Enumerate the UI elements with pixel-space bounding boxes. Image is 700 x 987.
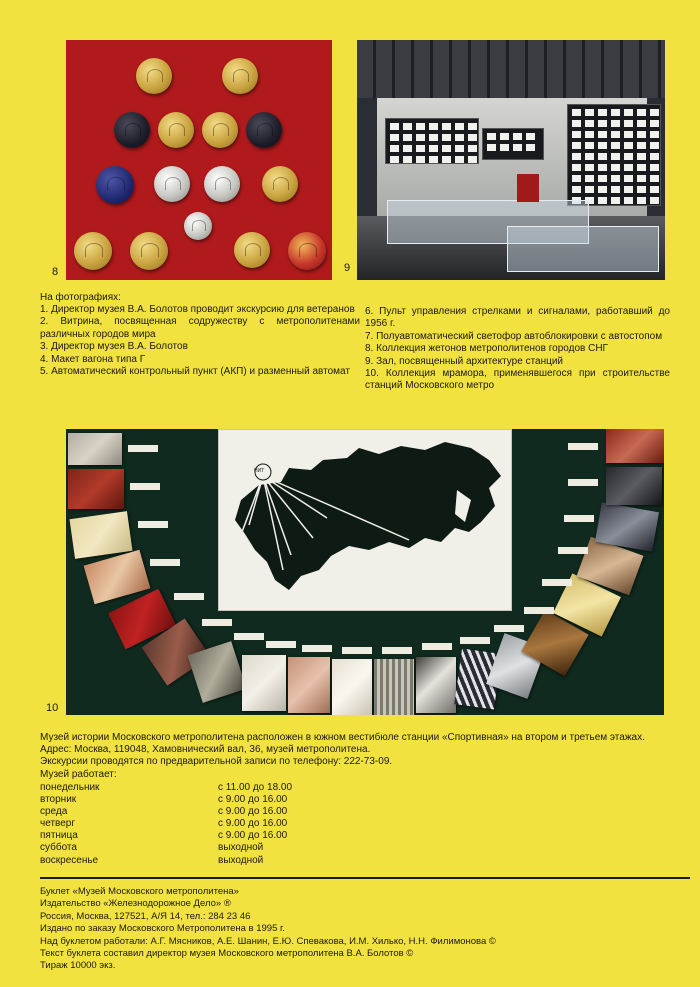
exhibit-photo — [455, 145, 464, 152]
exhibit-photo — [637, 164, 646, 171]
metro-token — [114, 112, 150, 148]
sample-label — [382, 647, 412, 654]
exhibit-photo — [403, 123, 412, 130]
marble-sample — [68, 433, 122, 465]
museum-address: Адрес: Москва, 119048, Хамовнический вал, 36, музей метрополитена. — [40, 744, 371, 756]
sample-label — [542, 579, 572, 586]
sample-label — [568, 443, 598, 450]
exhibit-photo — [624, 197, 633, 204]
exhibit-photo — [455, 134, 464, 141]
photo-marble-collection — [66, 429, 664, 715]
exhibit-photo — [442, 156, 451, 163]
exhibit-photo — [624, 153, 633, 160]
caption-item: 5. Автоматический контрольный пункт (АКП) и разменный автомат — [40, 366, 350, 378]
exhibit-photo — [585, 131, 594, 138]
sample-label — [128, 445, 158, 452]
credit-line: Издано по заказу Московского Метрополитена в 1995 г. — [40, 923, 285, 935]
metro-token — [158, 112, 194, 148]
metro-token — [154, 166, 190, 202]
exhibit-photo — [637, 186, 646, 193]
exhibit-photo — [611, 109, 620, 116]
hours-title: Музей работает: — [40, 768, 117, 780]
caption-item: 7. Полуавтоматический светофор автоблокировки с автостопом — [365, 330, 663, 342]
exhibit-photo — [403, 145, 412, 152]
exhibit-photo — [585, 109, 594, 116]
exhibit-photo — [416, 156, 425, 163]
exhibit-photo — [572, 153, 581, 160]
exhibit-photo — [585, 153, 594, 160]
exhibit-photo — [429, 134, 438, 141]
exhibit-photo — [572, 131, 581, 138]
exhibit-photo — [468, 156, 477, 163]
sample-label — [150, 559, 180, 566]
schedule-day: понедельник — [40, 782, 100, 793]
schedule-hours: выходной — [218, 842, 264, 854]
exhibit-photo — [403, 156, 412, 163]
schedule-row — [40, 842, 360, 854]
marble-sample — [288, 657, 330, 713]
metro-token — [184, 212, 212, 240]
exhibit-photo — [442, 134, 451, 141]
exhibit-photo — [572, 175, 581, 182]
exhibit-photo — [390, 156, 399, 163]
museum-info — [40, 732, 690, 781]
schedule-day: четверг — [40, 818, 75, 830]
sample-label — [568, 479, 598, 486]
publication-credits — [40, 886, 690, 973]
marble-sample — [606, 429, 664, 463]
exhibit-photo — [637, 120, 646, 127]
exhibit-photo — [487, 133, 496, 140]
caption-item: 8. Коллекция жетонов метрополитенов городов СНГ — [365, 343, 608, 355]
photo-number-10: 10 — [46, 702, 59, 714]
exhibit-photo — [468, 134, 477, 141]
marble-sample — [374, 659, 414, 715]
exhibit-photo — [611, 197, 620, 204]
exhibit-photo — [637, 197, 646, 204]
schedule-row — [40, 855, 360, 867]
exhibit-photo — [598, 197, 607, 204]
marble-sample — [606, 467, 662, 505]
metro-token — [136, 58, 172, 94]
photo-panel — [385, 118, 479, 164]
schedule-day: среда — [40, 806, 68, 818]
marble-sample — [242, 655, 286, 711]
caption-item: 6. Пульт управления стрелками и сигналами, работавший до 1956 г. — [365, 306, 670, 330]
credit-line: Буклет «Музей Московского метрополитена» — [40, 886, 239, 897]
caption-item: 2. Витрина, посвященная содружеству с метрополитенами различных городов мира — [40, 316, 360, 340]
sample-label — [494, 625, 524, 632]
exhibit-photo — [513, 133, 522, 140]
exhibit-photo — [598, 109, 607, 116]
sample-label — [174, 593, 204, 600]
exhibit-photo — [624, 164, 633, 171]
photo-number-8: 8 — [52, 266, 59, 278]
exhibit-photo — [468, 145, 477, 152]
credit-line: Издательство «Железнодорожное Дело» ® — [40, 898, 231, 910]
map-of-ussr — [219, 430, 511, 610]
exhibit-photo — [585, 175, 594, 182]
exhibit-photo — [390, 123, 399, 130]
metro-token — [262, 166, 298, 202]
exhibit-photo — [513, 144, 522, 151]
caption-item: 3. Директор музея В.А. Болотов — [40, 341, 188, 353]
sample-label — [422, 643, 452, 650]
exhibit-photo — [624, 131, 633, 138]
schedule-row — [40, 818, 360, 830]
exhibit-photo — [390, 134, 399, 141]
exhibit-photo — [650, 109, 659, 116]
exhibit-photo — [429, 156, 438, 163]
caption-item: 1. Директор музея В.А. Болотов проводит экскурсию для ветеранов — [40, 304, 355, 315]
marble-sample — [332, 659, 372, 715]
sample-label — [558, 547, 588, 554]
schedule-day: вторник — [40, 794, 77, 806]
exhibit-photo — [598, 175, 607, 182]
ceiling-grid — [357, 40, 665, 98]
schedule-day: пятница — [40, 830, 78, 842]
exhibit-photo — [598, 131, 607, 138]
exhibit-photo — [650, 197, 659, 204]
exhibit-photo — [650, 153, 659, 160]
exhibit-photo — [624, 120, 633, 127]
red-exhibit — [517, 174, 539, 202]
exhibit-photo — [650, 120, 659, 127]
photo-architecture-hall — [357, 40, 665, 280]
metro-token — [204, 166, 240, 202]
schedule-row — [40, 806, 360, 818]
exhibit-photo — [487, 144, 496, 151]
photo-number-9: 9 — [344, 262, 351, 274]
exhibit-photo — [611, 186, 620, 193]
caption-item: 10. Коллекция мрамора, применявшегося при строительстве станций Московского метро — [365, 368, 670, 392]
exhibit-photo — [611, 142, 620, 149]
marble-sample — [68, 469, 124, 509]
sample-label — [342, 647, 372, 654]
schedule-hours: с 11.00 до 18.00 — [218, 782, 293, 793]
photo-panel — [482, 128, 544, 160]
map-board — [218, 429, 512, 611]
schedule-hours: с 9.00 до 16.00 — [218, 818, 288, 830]
schedule-row — [40, 782, 360, 794]
exhibit-photo — [611, 120, 620, 127]
credit-line: Тираж 10000 экз. — [40, 960, 116, 972]
photo-panel — [567, 104, 661, 206]
exhibit-photo — [572, 164, 581, 171]
exhibit-photo — [416, 145, 425, 152]
exhibit-photo — [390, 145, 399, 152]
exhibit-photo — [585, 164, 594, 171]
exhibit-photo — [429, 145, 438, 152]
credit-line: Над буклетом работали: А.Г. Мясников, А.Е. Шанин, Е.Ю. Спевакова, И.М. Хилько, Н.Н. Филимонова © — [40, 935, 496, 947]
metro-token — [202, 112, 238, 148]
caption-item: 9. Зал, посвященный архитектуре станций — [365, 355, 564, 367]
exhibit-photo — [624, 109, 633, 116]
exhibit-photo — [637, 142, 646, 149]
metro-token — [288, 232, 326, 270]
exhibit-photo — [650, 175, 659, 182]
exhibit-photo — [572, 186, 581, 193]
exhibit-photo — [585, 142, 594, 149]
schedule-row — [40, 830, 360, 842]
exhibit-photo — [572, 120, 581, 127]
exhibit-photo — [650, 131, 659, 138]
exhibit-photo — [500, 144, 509, 151]
exhibit-photo — [429, 123, 438, 130]
exhibit-photo — [526, 133, 535, 140]
schedule-day: воскресенье — [40, 854, 99, 866]
exhibit-photo — [455, 123, 464, 130]
metro-token — [222, 58, 258, 94]
exhibit-photo — [572, 142, 581, 149]
exhibit-photo — [416, 123, 425, 130]
exhibit-photo — [650, 164, 659, 171]
exhibit-photo — [611, 153, 620, 160]
exhibit-photo — [650, 142, 659, 149]
sample-label — [138, 521, 168, 528]
exhibit-photo — [598, 142, 607, 149]
schedule-hours: выходной — [218, 854, 264, 866]
schedule-hours: с 9.00 до 16.00 — [218, 806, 288, 818]
metro-token — [74, 232, 112, 270]
opening-hours-table — [40, 782, 360, 867]
exhibit-photo — [624, 175, 633, 182]
exhibit-photo — [624, 186, 633, 193]
caption-item: 4. Макет вагона типа Г — [40, 353, 146, 365]
sample-label — [302, 645, 332, 652]
sample-label — [460, 637, 490, 644]
photo-metro-tokens — [66, 40, 332, 280]
exhibit-photo — [637, 131, 646, 138]
exhibit-photo — [598, 164, 607, 171]
exhibit-photo — [650, 186, 659, 193]
exhibit-photo — [611, 164, 620, 171]
credit-line: Текст буклета составил директор музея Московского метрополитена В.А. Болотов © — [40, 948, 414, 960]
metro-token — [96, 166, 134, 204]
sample-label — [564, 515, 594, 522]
captions-heading: На фотографиях: — [40, 292, 121, 303]
exhibit-photo — [598, 186, 607, 193]
exhibit-photo — [500, 133, 509, 140]
map-label: НИТ — [254, 468, 265, 474]
exhibit-photo — [526, 144, 535, 151]
exhibit-photo — [637, 153, 646, 160]
schedule-hours: с 9.00 до 16.00 — [218, 830, 288, 842]
exhibit-photo — [611, 175, 620, 182]
credit-line: Россия, Москва, 127521, А/Я 14, тел.: 284 23 46 — [40, 910, 251, 922]
display-case — [507, 226, 659, 272]
schedule-day: суббота — [40, 842, 77, 854]
captions-left-column — [40, 304, 360, 378]
sample-label — [202, 619, 232, 626]
exhibit-photo — [637, 109, 646, 116]
exhibit-photo — [442, 123, 451, 130]
marble-sample — [84, 550, 151, 604]
marble-sample — [416, 657, 456, 713]
schedule-row — [40, 794, 360, 806]
metro-token — [234, 232, 270, 268]
exhibit-photo — [403, 134, 412, 141]
schedule-hours: с 9.00 до 16.00 — [218, 794, 288, 806]
sample-label — [234, 633, 264, 640]
exhibit-photo — [442, 145, 451, 152]
exhibit-photo — [598, 153, 607, 160]
museum-location: Музей истории Московского метрополитена расположен в южном вестибюле станции «Спортивная» на втором и третьем этажах. — [40, 732, 645, 743]
exhibit-photo — [468, 123, 477, 130]
section-divider — [40, 877, 690, 879]
exhibit-photo — [572, 109, 581, 116]
sample-label — [130, 483, 160, 490]
sample-label — [266, 641, 296, 648]
captions-right-column — [365, 306, 670, 393]
exhibit-photo — [598, 120, 607, 127]
exhibit-photo — [416, 134, 425, 141]
exhibit-photo — [611, 131, 620, 138]
exhibit-photo — [637, 175, 646, 182]
metro-token — [130, 232, 168, 270]
exhibit-photo — [624, 142, 633, 149]
metro-token — [246, 112, 282, 148]
exhibit-photo — [585, 186, 594, 193]
exhibit-photo — [455, 156, 464, 163]
exhibit-photo — [585, 120, 594, 127]
sample-label — [524, 607, 554, 614]
marble-sample — [69, 511, 132, 559]
museum-tours: Экскурсии проводятся по предварительной записи по телефону: 222-73-09. — [40, 756, 393, 768]
